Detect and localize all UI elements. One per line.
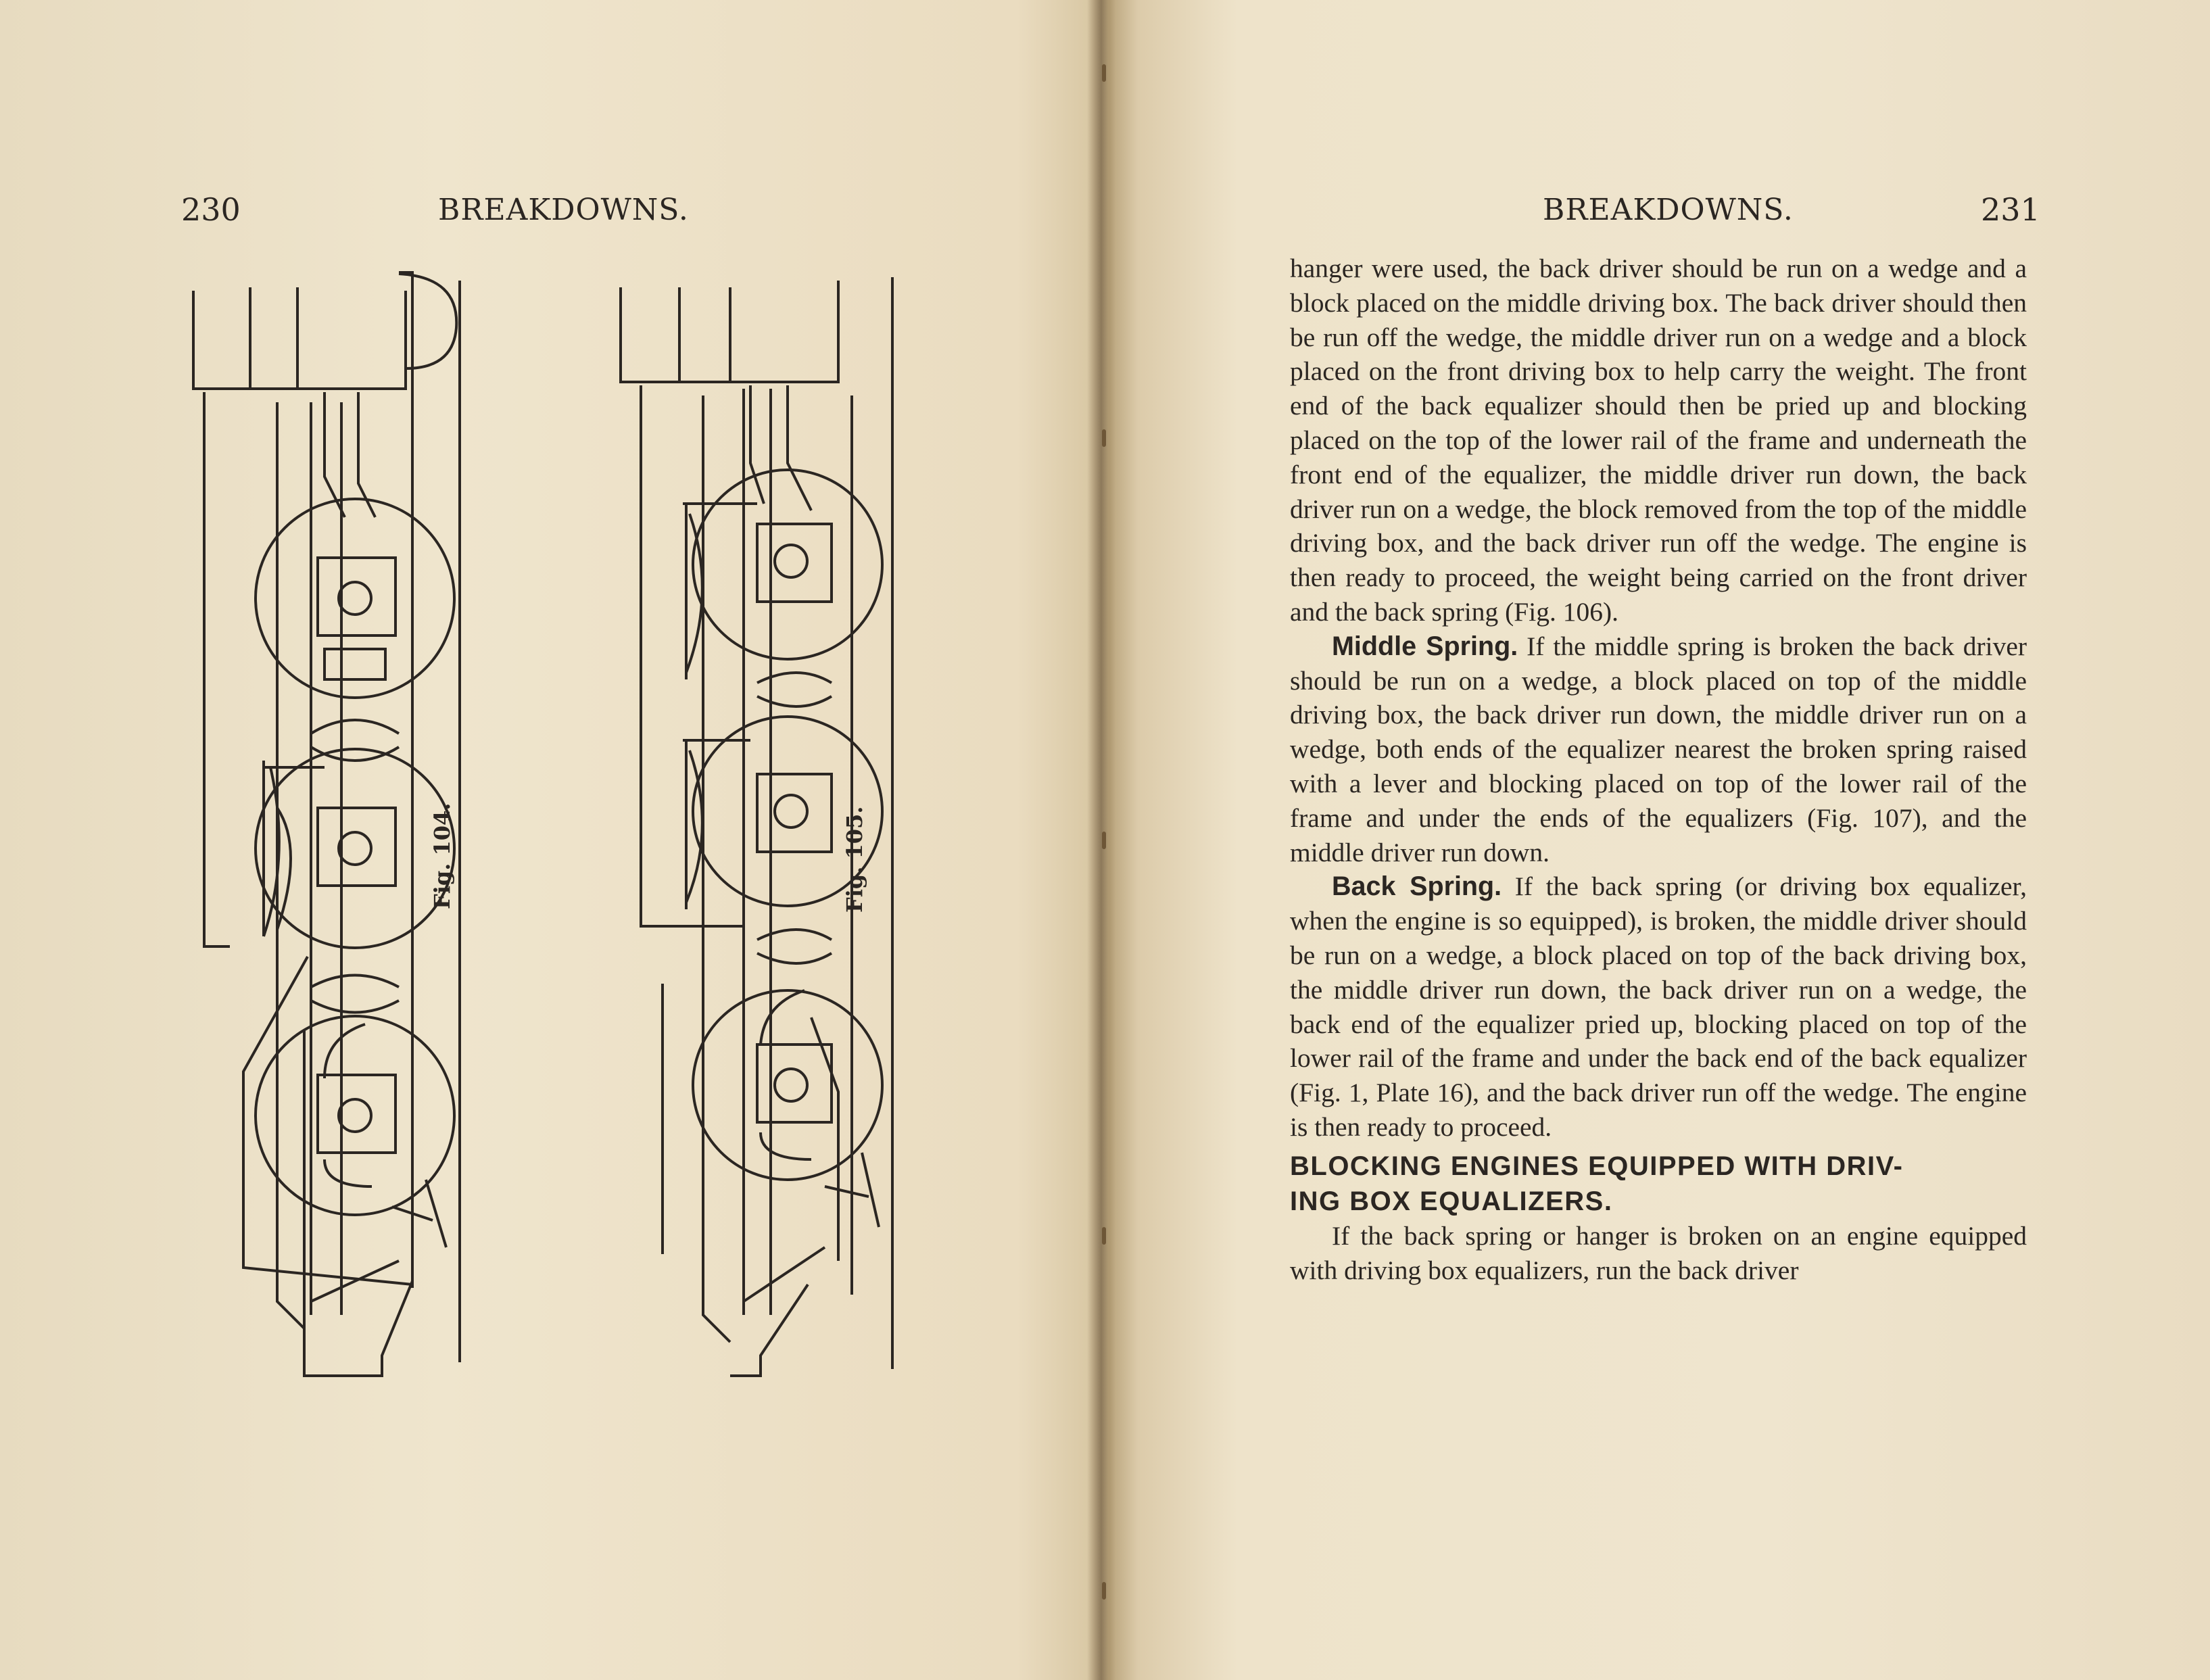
left-running-head: BREAKDOWNS.	[438, 193, 689, 227]
figure-104-drawing	[189, 260, 514, 1396]
section-heading-line-2: ING BOX EQUALIZERS.	[1290, 1186, 1613, 1216]
section-heading-line-1: BLOCKING ENGINES EQUIPPED WITH DRIV-	[1290, 1151, 1904, 1181]
binding-stitch	[1102, 1227, 1106, 1245]
binding-stitch	[1102, 64, 1106, 82]
paragraph-continued: hanger were used, the back driver should be run on a wedge and a block placed on the middle driving box. The back driver should then be run off the wedge, the middle driver run on a wedge and a block placed on the front driving box to help carry the weight. The front end of the back equalizer should then be pried up and blocking placed on the top of the lower rail of the frame and underneath the front end of the equalizer, the middle driver run down, the back driver run on a wedge, the block removed from the top of the middle driving box, and the back driver run off the wedge. The engine is then ready to proceed, the weight being carried on the front driver and the back spring (Fig. 106).	[1290, 254, 2027, 627]
figure-104-label: Fig. 104.	[429, 802, 455, 909]
paragraph-back-spring	[1290, 869, 2027, 1144]
binding-stitch	[1102, 1582, 1106, 1600]
book-gutter	[1087, 0, 1115, 1680]
binding-stitch	[1102, 429, 1106, 447]
section-heading	[1290, 1149, 2027, 1219]
paragraph-middle-spring	[1290, 629, 2027, 870]
figure-105	[608, 260, 906, 1396]
right-page-body	[1290, 251, 2027, 1287]
run-in-heading-back-spring: Back Spring.	[1332, 871, 1502, 902]
paragraph-driving-box-equalizers: If the back spring or hanger is broken on an engine equipped with driving box equalizers, run the back driver	[1290, 1220, 2027, 1285]
figure-105-label: Fig. 105.	[842, 806, 867, 913]
figure-105-drawing	[608, 260, 906, 1396]
right-running-head: BREAKDOWNS.	[1543, 193, 1794, 227]
paragraph-back-spring-text: If the back spring (or driving box equalizer, when the engine is so equipped), is broken, the middle driver should be run on a wedge, a block placed on top of the back driving box, the middle driver run down, the back driver run on a wedge, the back end of the equalizer pried up, blocking placed on top of the lower rail of the frame and under the back end of the back equalizer (Fig. 1, Plate 16), and the back driver run off the wedge. The engine is then ready to proceed.	[1290, 871, 2027, 1142]
right-page-number: 231	[1981, 191, 2040, 228]
run-in-heading-middle-spring: Middle Spring.	[1332, 631, 1518, 661]
paragraph-middle-spring-text: If the middle spring is broken the back driver should be run on a wedge, a block placed on top of the middle driving box, the back driver run down, the middle driver run on a wedge, both ends of the equalizer nearest the broken spring raised with a lever and blocking placed on top of the lower rail of the frame and under the ends of the equalizers (Fig. 107), and the middle driver run down.	[1290, 631, 2027, 867]
binding-stitch	[1102, 832, 1106, 849]
left-page-number: 230	[181, 191, 241, 228]
figure-104	[189, 260, 514, 1396]
